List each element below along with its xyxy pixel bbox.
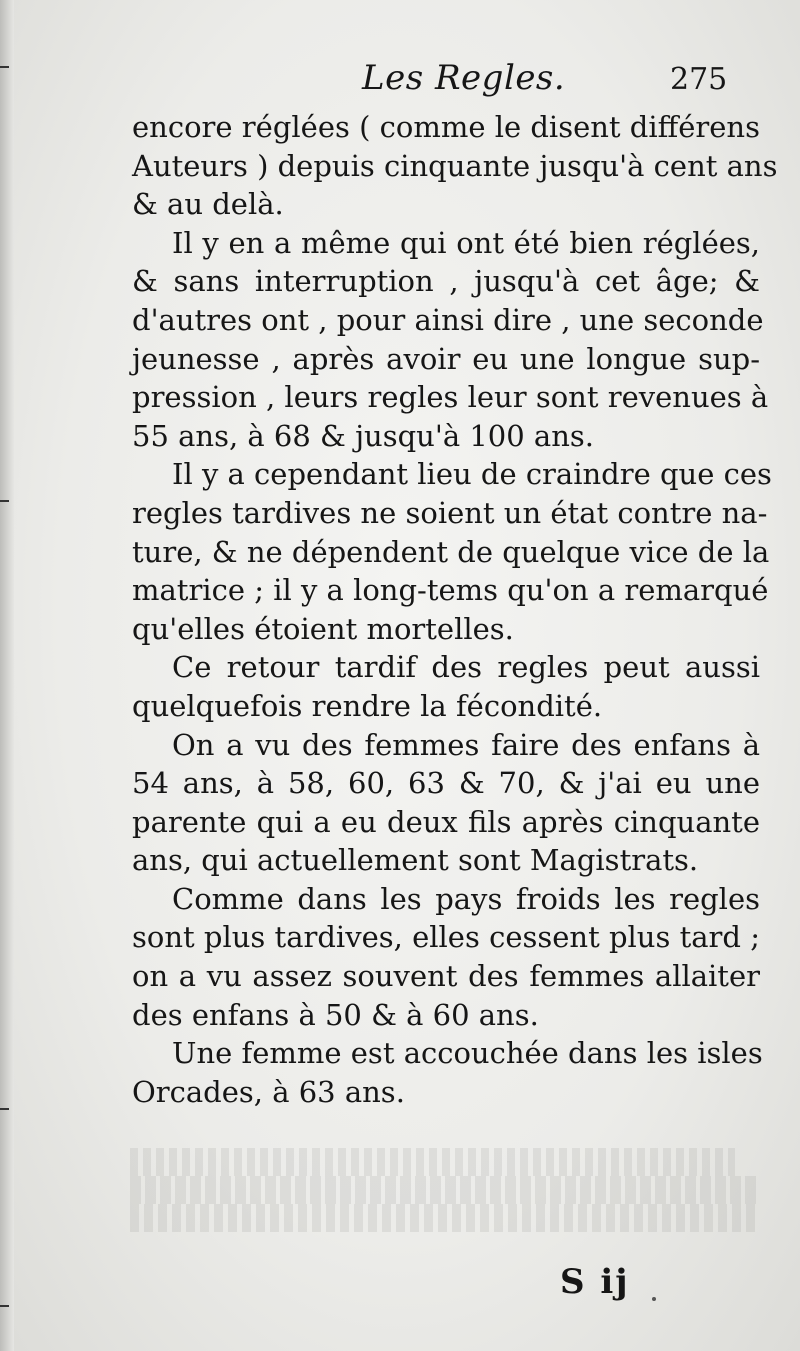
text-line: d'autres ont , pour ainsi dire , une seconde: [132, 302, 764, 337]
edge-mark: [0, 500, 9, 502]
text-line: Comme dans les pays froids les regles: [172, 881, 760, 916]
speck: [652, 1297, 656, 1301]
text-line: parente qui a eu deux fils après cinquante: [132, 804, 760, 839]
text-line: ture, & ne dépendent de quelque vice de la: [132, 534, 770, 569]
show-through-footnote: [130, 1148, 760, 1232]
text-line: Ce retour tardif des regles peut aussi: [172, 650, 760, 685]
text-line: pression , leurs regles leur sont revenues à: [132, 380, 769, 415]
edge-mark: [0, 1305, 9, 1307]
body-text: [132, 108, 778, 1111]
text-line: Il y a cependant lieu de craindre que ces: [172, 457, 772, 492]
signature-mark: S ij: [560, 1262, 630, 1302]
running-title: Les Regles.: [362, 58, 566, 98]
text-line: quelquefois rendre la fécondité.: [132, 688, 603, 723]
text-line: 55 ans, à 68 & jusqu'à 100 ans.: [132, 418, 594, 453]
text-line: des enfans à 50 & à 60 ans.: [132, 997, 539, 1032]
text-line: 54 ans, à 58, 60, 63 & 70, & j'ai eu une: [132, 766, 760, 801]
text-line: & sans interruption , jusqu'à cet âge; &: [132, 264, 760, 299]
text-line: sont plus tardives, elles cessent plus tard ;: [132, 920, 760, 955]
text-line: & au delà.: [132, 187, 284, 222]
text-line: Il y en a même qui ont été bien réglées,: [172, 225, 760, 260]
text-line: matrice ; il y a long-tems qu'on a remarqué: [132, 573, 769, 608]
edge-mark: [0, 66, 9, 68]
text-line: encore réglées ( comme le disent différens: [132, 110, 760, 144]
page-binding-edge: [0, 0, 14, 1351]
text-line: regles tardives ne soient un état contre na-: [132, 495, 768, 530]
text-line: On a vu des femmes faire des enfans à: [172, 727, 760, 762]
page-number: 275: [670, 62, 728, 97]
edge-mark: [0, 1108, 9, 1110]
text-line: jeunesse , après avoir eu une longue sup-: [132, 341, 760, 376]
text-line: on a vu assez souvent des femmes allaiter: [132, 959, 760, 994]
text-line: qu'elles étoient mortelles.: [132, 611, 514, 646]
text-line: Orcades, à 63 ans.: [132, 1074, 405, 1109]
text-line: ans, qui actuellement sont Magistrats.: [132, 843, 699, 878]
text-line: Auteurs ) depuis cinquante jusqu'à cent ans: [132, 148, 778, 183]
page-header: [130, 52, 770, 102]
text-line: Une femme est accouchée dans les isles: [172, 1036, 763, 1071]
